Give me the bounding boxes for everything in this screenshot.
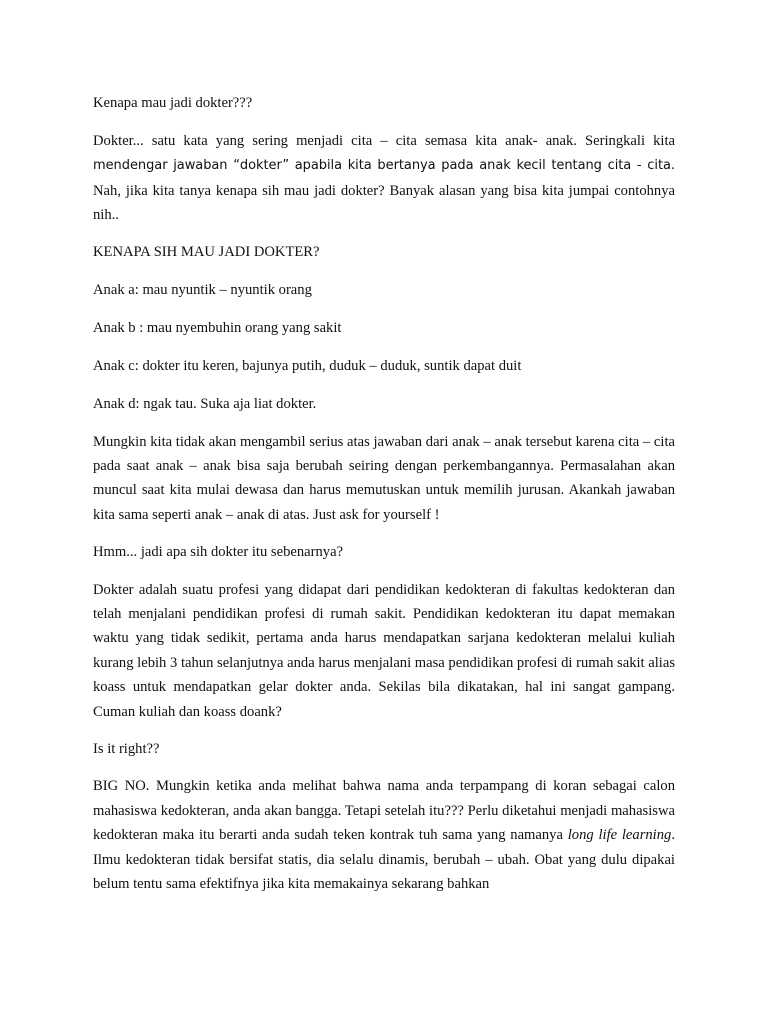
long-life-learning-term: long life learning xyxy=(567,827,672,844)
document-heading: Kenapa mau jadi dokter??? xyxy=(93,95,253,111)
document-body xyxy=(93,91,675,909)
what-is-question: Hmm... jadi apa sih dokter itu sebenarnya? xyxy=(93,543,344,560)
answer-b: Anak b : mau nyembuhin orang yang sakit xyxy=(93,319,342,336)
big-no-text-end: . Ilmu kedokteran tidak bersifat statis, dia selalu dinamis, berubah – ubah. Obat yang dulu dipakai belum tentu sama efektifnya jika kita memakainya sekarang bahkan xyxy=(93,827,675,893)
answer-c: Anak c: dokter itu keren, bajunya putih, duduk – duduk, suntik dapat duit xyxy=(93,357,522,374)
is-it-right-question: Is it right?? xyxy=(93,740,160,757)
intro-line-2: mendengar jawaban “dokter” apabila kita bertanya pada anak kecil tentang cita - cita. xyxy=(93,158,675,174)
answer-d: Anak d: ngak tau. Suka aja liat dokter. xyxy=(93,395,317,412)
intro-line-2-tail: Nah, jika kita tanya kenapa sih mau jadi dokter? Banyak alasan yang bisa kita jumpai contohnya nih.. xyxy=(93,182,675,224)
question-heading: KENAPA SIH MAU JADI DOKTER? xyxy=(93,244,320,261)
big-no-paragraph xyxy=(93,774,675,896)
answer-a: Anak a: mau nyuntik – nyuntik orang xyxy=(93,281,312,298)
big-no-text-start: BIG NO. Mungkin ketika anda melihat bahwa nama anda terpampang di koran sebagai calon mahasiswa kedokteran, anda akan bangga. Tetapi setelah itu??? Perlu diketahui menjadi mahasiswa kedokteran maka itu berarti anda sudah teken kontrak tuh sama yang namanya xyxy=(93,778,675,844)
reflection-paragraph: Mungkin kita tidak akan mengambil serius atas jawaban dari anak – anak tersebut karena cita – cita pada saat anak – anak bisa saja berubah seiring dengan perkembangannya. Permasalahan akan muncul saat kita mulai dewasa dan harus memutuskan untuk memilih jurusan. Akankah jawaban kita sama seperti anak – anak di atas. Just ask for yourself ! xyxy=(93,433,675,523)
intro-line-1: Dokter... satu kata yang sering menjadi cita – cita semasa kita anak- anak. Seringkali kita xyxy=(93,132,675,149)
intro-paragraph xyxy=(93,129,675,228)
definition-paragraph: Dokter adalah suatu profesi yang didapat dari pendidikan kedokteran di fakultas kedokteran dan telah menjalani pendidikan profesi di rumah sakit. Pendidikan kedokteran itu dapat memakan waktu yang tidak sedikit, pertama anda harus mendapatkan sarjana kedokteran melalui kuliah kurang lebih 3 tahun selanjutnya anda harus menjalani masa pendidikan profesi di rumah sakit alias koass untuk mendapatkan gelar dokter anda. Sekilas bila dikatakan, hal ini sangat gampang. Cuman kuliah dan koass doank? xyxy=(93,581,675,720)
